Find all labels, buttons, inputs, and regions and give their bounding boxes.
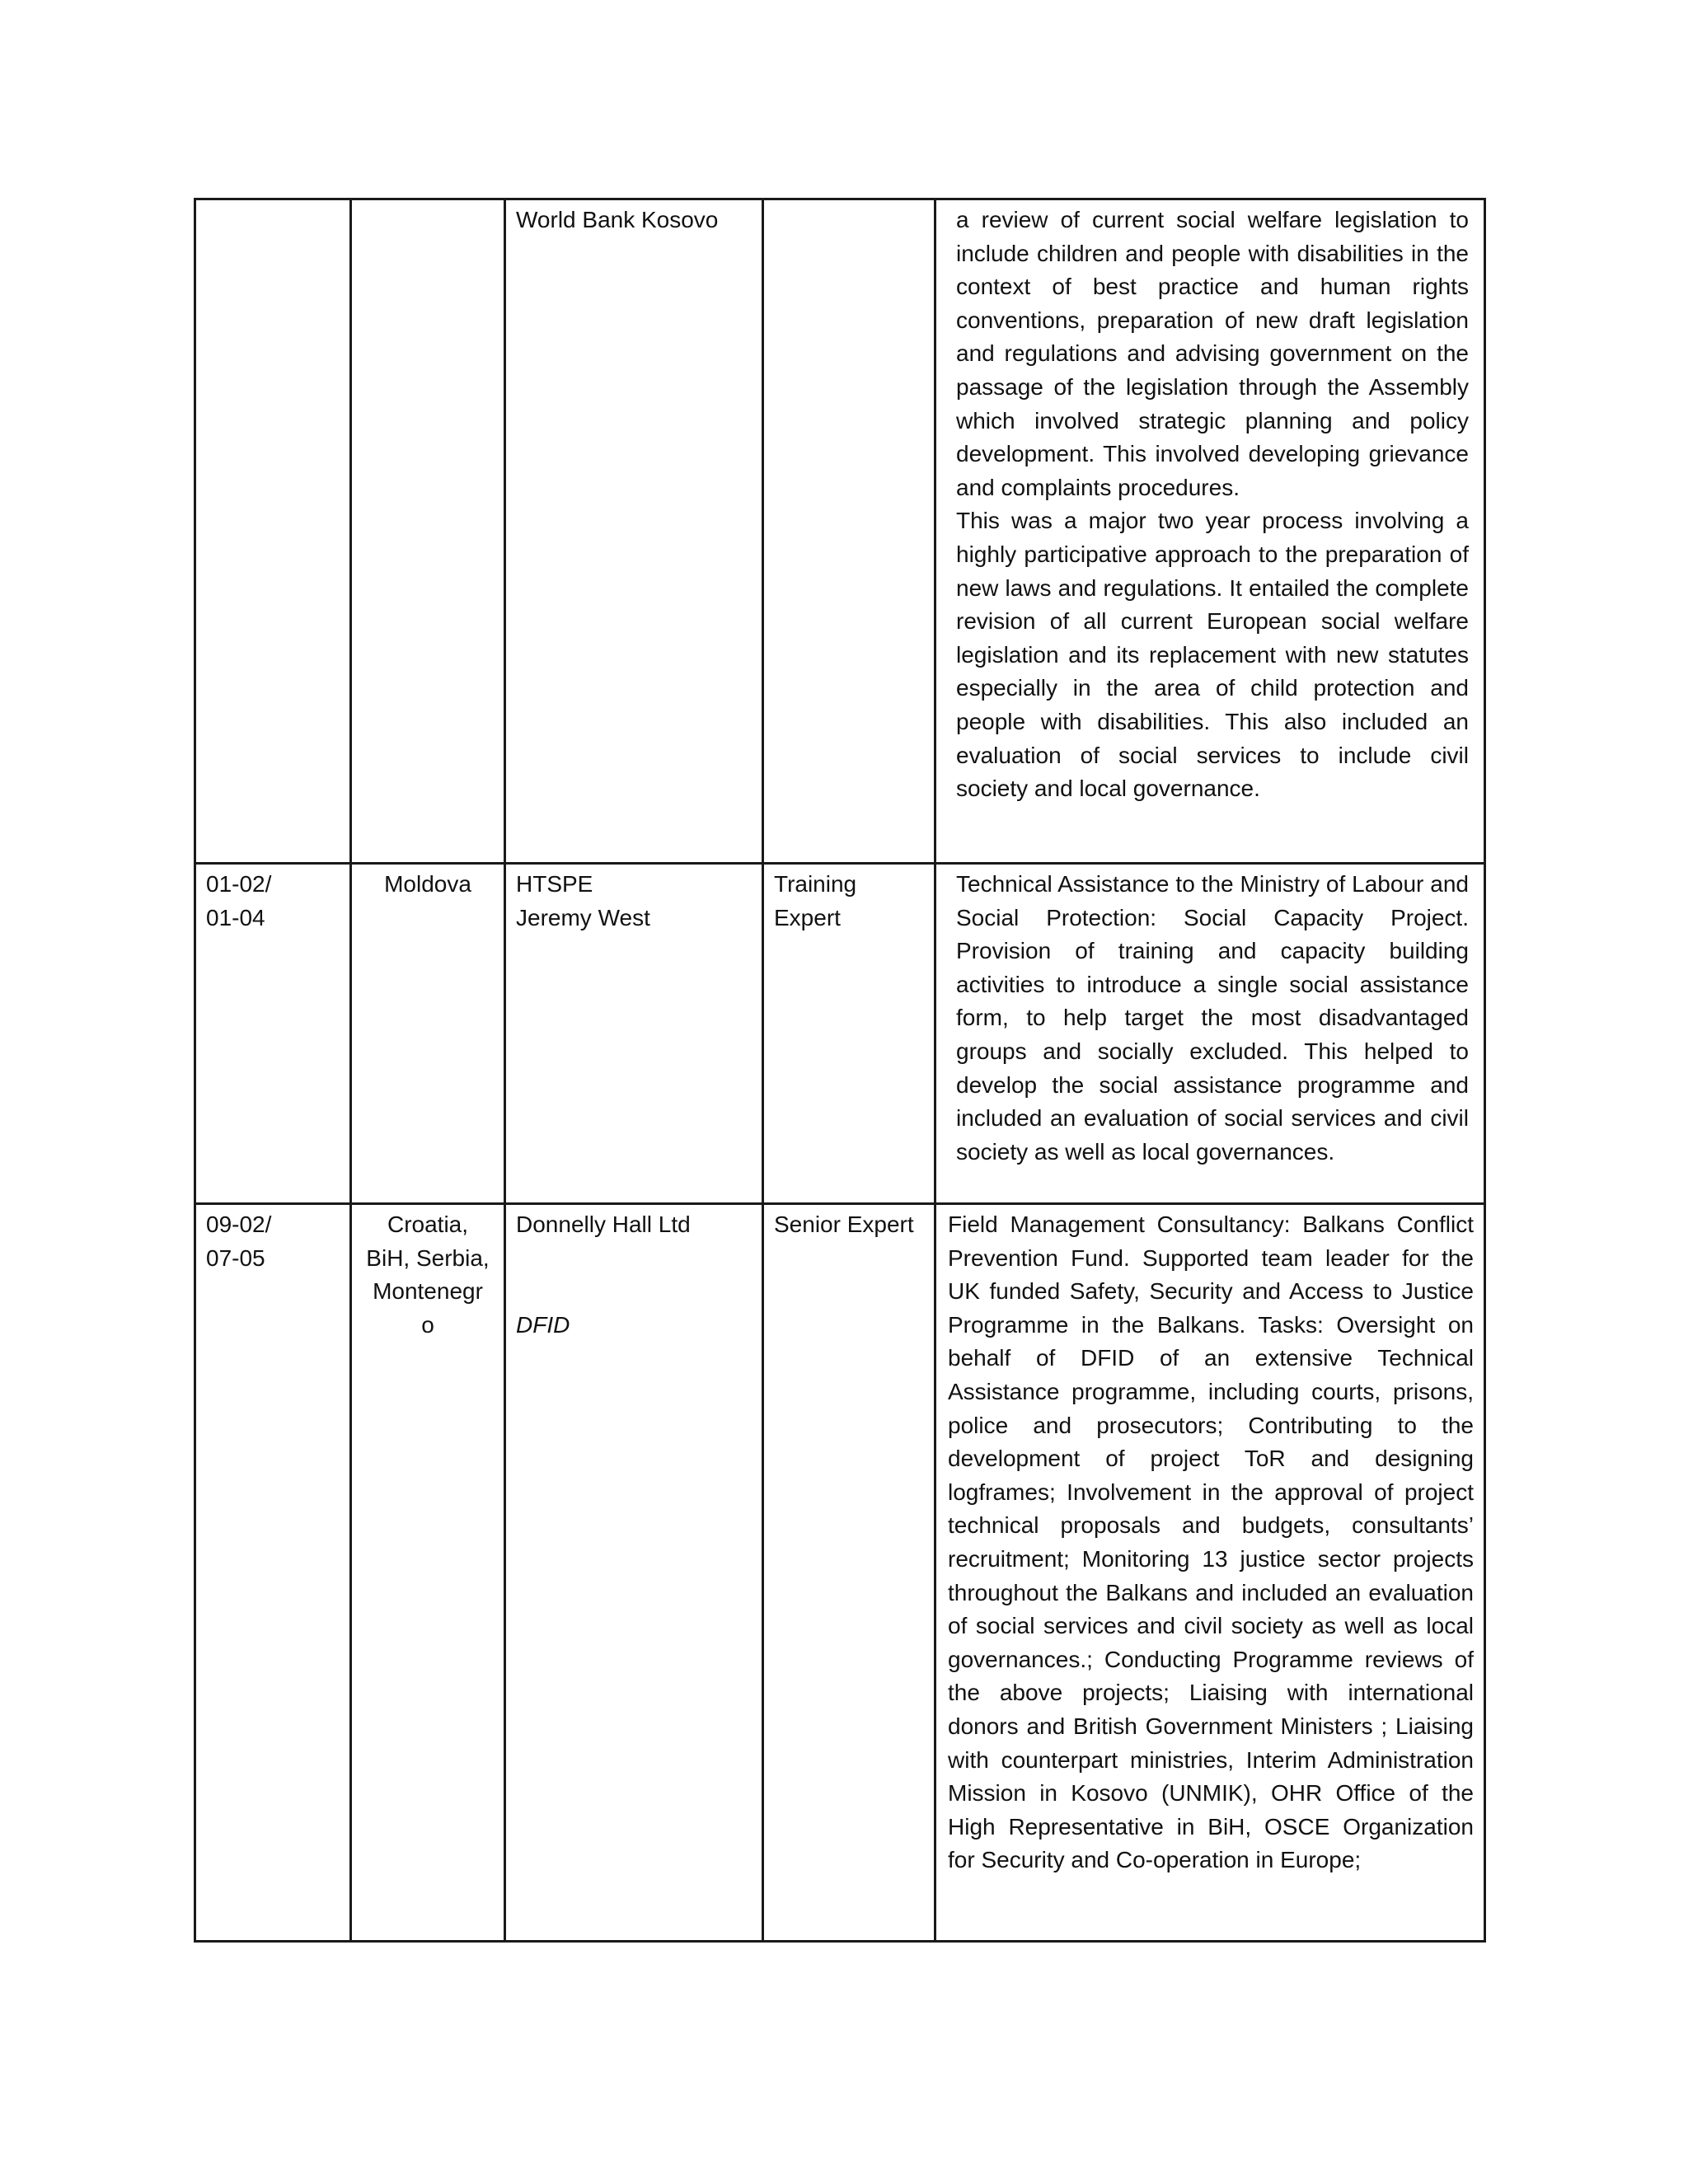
client-contact: Jeremy West: [516, 904, 650, 930]
client-name: World Bank Kosovo: [516, 207, 719, 232]
date-cell: [195, 1204, 351, 1942]
client-funder: DFID: [516, 1311, 570, 1338]
client-cell: [505, 864, 763, 1204]
country-cell: [351, 864, 505, 1204]
country-cell: [351, 199, 505, 864]
country-name: BiH, Serbia,: [366, 1244, 490, 1271]
table-row: [195, 199, 1485, 864]
position-title: Training: [774, 871, 857, 897]
date-end: 07-05: [206, 1244, 265, 1271]
country-cell: [351, 1204, 505, 1942]
country-name: Moldova: [384, 871, 471, 897]
description-paragraph: a review of current social welfare legislation to include children and people with disabilities in the context of best practice and human rights conventions, preparation of new draft legislation and regulations and advising government on the passage of the legislation through the Assembly which involved strategic planning and policy development. This involved developing grievance and complaints procedures.: [956, 207, 1469, 500]
date-start: 01-02/: [206, 871, 272, 897]
client-spacer: [516, 1242, 752, 1309]
description-paragraph: This was a major two year process involving a highly participative approach to the preparation of new laws and regulations. It entailed the complete revision of all current European social welfare legislation and its replacement with new statutes especially in the area of child protection and people with disabilities. This also included an evaluation of social services to include civil society and local governance.: [956, 508, 1469, 802]
experience-table: [194, 198, 1486, 1943]
date-end: 01-04: [206, 904, 265, 930]
client-name: HTSPE: [516, 871, 593, 897]
country-name: Montenegr: [373, 1278, 483, 1305]
client-cell: [505, 199, 763, 864]
position-cell: [763, 1204, 935, 1942]
table-row: [195, 864, 1485, 1204]
position-title: Expert: [774, 904, 841, 930]
date-cell: [195, 199, 351, 864]
country-name: Croatia,: [387, 1212, 469, 1237]
position-title: Senior Expert: [774, 1212, 914, 1237]
date-start: 09-02/: [206, 1212, 272, 1237]
table-row: [195, 1204, 1485, 1942]
description-cell: [935, 864, 1485, 1204]
description-cell: [935, 199, 1485, 864]
client-name: Donnelly Hall Ltd: [516, 1212, 691, 1237]
description-paragraph: Technical Assistance to the Ministry of Labour and Social Protection: Social Capacity Project. Provision of training and capacity building activities to introduce a single social assistance form, to help target the most disadvantaged groups and socially excluded. This helped to develop the social assistance programme and included an evaluation of social services and civil society as well as local governances.: [956, 871, 1469, 1165]
position-cell: [763, 199, 935, 864]
date-cell: [195, 864, 351, 1204]
description-cell: [935, 1204, 1485, 1942]
country-name: o: [421, 1311, 434, 1338]
description-paragraph: Field Management Consultancy: Balkans Conflict Prevention Fund. Supported team leader for the UK funded Safety, Security and Access to Justice Programme in the Balkans. Tasks: Oversight on behalf of DFID of an extensive Technical Assistance programme, including courts, prisons, police and prosecutors; Contributing to the development of project ToR and designing logframes; Involvement in the approval of project technical proposals and budgets, consultants’ recruitment; Monitoring 13 justice sector projects throughout the Balkans and included an evaluation of social services and civil society as well as local governances.; Conducting Programme reviews of the above projects; Liaising with international donors and British Government Ministers ; Liaising with counterpart ministries, Interim Administration Mission in Kosovo (UNMIK), OHR Office of the High Representative in BiH, OSCE Organization for Security and Co-operation in Europe;: [948, 1212, 1474, 1873]
position-cell: [763, 864, 935, 1204]
client-cell: [505, 1204, 763, 1942]
